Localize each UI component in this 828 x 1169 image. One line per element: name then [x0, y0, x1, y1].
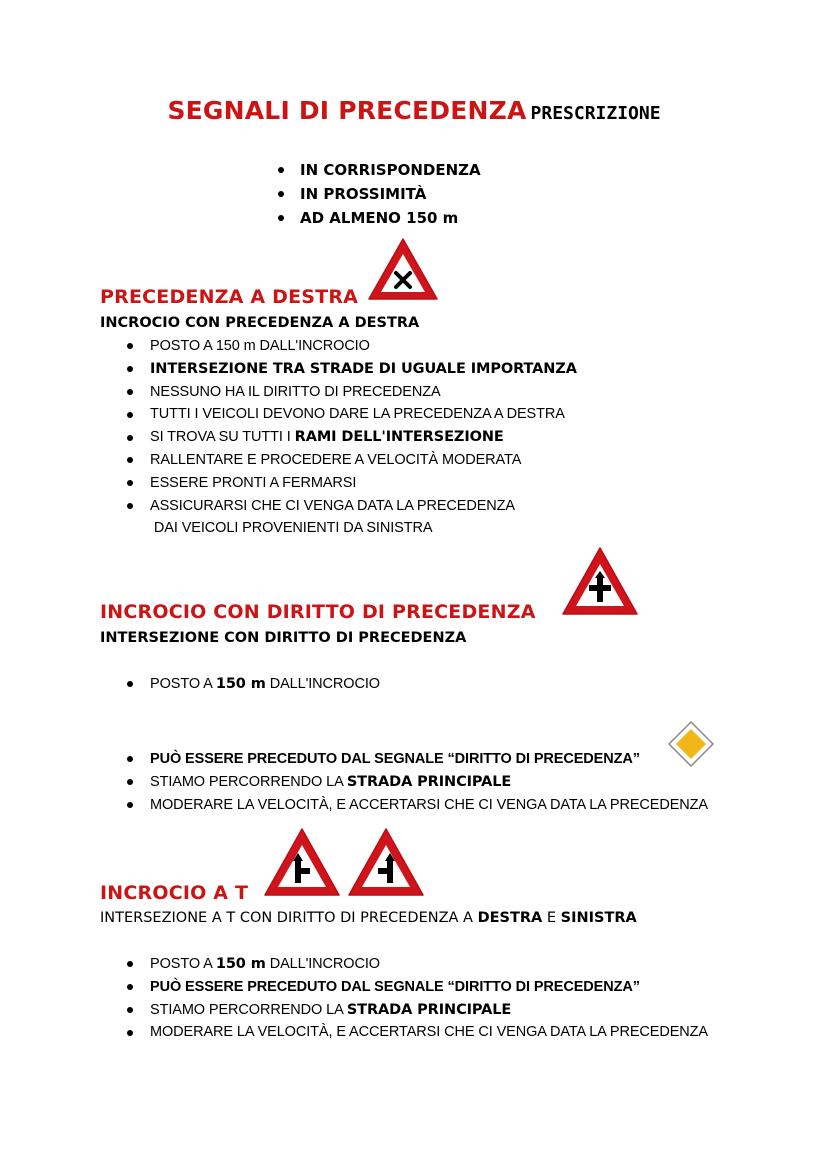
list-item: AD ALMENO 150 m: [276, 206, 481, 230]
list-item: RALLENTARE E PROCEDERE A VELOCITÀ MODERATA: [125, 449, 577, 472]
section-subtitle: INTERSEZIONE CON DIRITTO DI PRECEDENZA: [100, 630, 467, 646]
crossroads-x-warning-icon: [366, 236, 440, 302]
section3-list: [125, 953, 708, 1044]
list-item: PUÒ ESSERE PRECEDUTO DAL SEGNALE “DIRITTO DI PRECEDENZA”: [125, 976, 708, 999]
list-item: ESSERE PRONTI A FERMARSI: [125, 472, 577, 495]
list-item: POSTO A 150 m DALL'INCROCIO: [125, 335, 577, 358]
section1-list: [125, 335, 577, 540]
section-title-diritto-precedenza: INCROCIO CON DIRITTO DI PRECEDENZA: [100, 601, 536, 623]
list-item: IN CORRISPONDENZA: [276, 158, 481, 182]
list-item-continuation: DAI VEICOLI PROVENIENTI DA SINISTRA: [150, 520, 433, 537]
section2-list-b: [125, 748, 708, 816]
t-junction-right-warning-icon: [262, 826, 342, 898]
section-title-incrocio-t: INCROCIO A T: [100, 882, 249, 904]
page-title-sub: PRESCRIZIONE: [530, 103, 661, 124]
t-junction-left-warning-icon: [346, 826, 426, 898]
list-item: MODERARE LA VELOCITÀ, E ACCERTARSI CHE CI VENGA DATA LA PRECEDENZA: [125, 794, 708, 817]
page-title-main: SEGNALI DI PRECEDENZA: [167, 96, 527, 125]
section-subtitle: INTERSEZIONE A T CON DIRITTO DI PRECEDENZA A DESTRA E SINISTRA: [100, 910, 637, 926]
section-title-precedenza-destra: PRECEDENZA A DESTRA: [100, 286, 359, 308]
list-item: TUTTI I VEICOLI DEVONO DARE LA PRECEDENZA A DESTRA: [125, 403, 577, 426]
list-item: POSTO A 150 m DALL'INCROCIO: [125, 953, 708, 976]
intro-list: [276, 158, 481, 230]
section2-list-a: [125, 673, 380, 696]
list-item: SI TROVA SU TUTTI I RAMI DELL'INTERSEZIONE: [125, 426, 577, 449]
list-item: POSTO A 150 m DALL'INCROCIO: [125, 673, 380, 696]
crossroads-priority-warning-icon: [560, 545, 640, 617]
page-title: [0, 96, 828, 125]
list-item: ASSICURARSI CHE CI VENGA DATA LA PRECEDENZA: [125, 495, 577, 518]
list-item: STIAMO PERCORRENDO LA STRADA PRINCIPALE: [125, 999, 708, 1022]
section-subtitle: INCROCIO CON PRECEDENZA A DESTRA: [100, 315, 420, 331]
list-item: NESSUNO HA IL DIRITTO DI PRECEDENZA: [125, 381, 577, 404]
list-item: IN PROSSIMITÀ: [276, 182, 481, 206]
list-item: INTERSEZIONE TRA STRADE DI UGUALE IMPORTANZA: [125, 358, 577, 381]
list-item: STIAMO PERCORRENDO LA STRADA PRINCIPALE: [125, 771, 708, 794]
list-item: MODERARE LA VELOCITÀ, E ACCERTARSI CHE CI VENGA DATA LA PRECEDENZA: [125, 1021, 708, 1044]
list-item: PUÒ ESSERE PRECEDUTO DAL SEGNALE “DIRITTO DI PRECEDENZA”: [125, 748, 708, 771]
